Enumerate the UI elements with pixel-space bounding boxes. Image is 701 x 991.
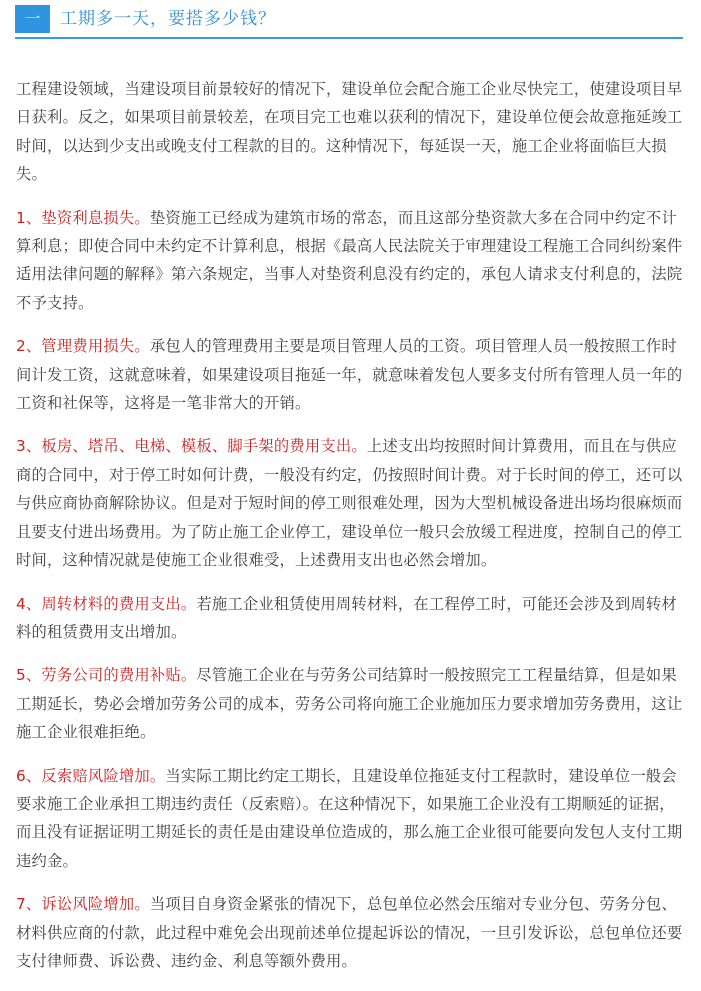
item-paragraph-2 <box>16 332 684 417</box>
item-paragraph-4 <box>16 590 684 647</box>
section-number-badge: 一 <box>15 5 50 33</box>
item-heading: 6、反索赔风险增加。 <box>16 766 166 785</box>
item-paragraph-5 <box>16 661 684 746</box>
item-heading: 4、周转材料的费用支出。 <box>16 594 197 613</box>
item-heading: 2、管理费用损失。 <box>16 337 150 356</box>
item-heading: 1、垫资利息损失。 <box>16 208 150 227</box>
item-paragraph-6 <box>16 762 684 876</box>
item-text: 当实际工期比约定工期长，且建设单位拖延支付工程款时，建设单位一般会要求施工企业承担工期违约责任（反索赔）。在这种情况下，如果施工企业没有工期顺延的证据，而且没有证据证明工期延长的责任是由建设单位造成的，那么施工企业很可能要向发包人支付工期违约金。 <box>16 766 683 870</box>
item-heading: 5、劳务公司的费用补贴。 <box>16 666 197 685</box>
item-text: 若施工企业租赁使用周转材料，在工程停工时，可能还会涉及到周转材料的租赁费用支出增加。 <box>16 594 677 641</box>
item-paragraph-7 <box>16 890 684 975</box>
item-text: 垫资施工已经成为建筑市场的常态，而且这部分垫资款大多在合同中约定不计算利息；即使合同中未约定不计算利息，根据《最高人民法院关于审理建设工程施工合同纠纷案件适用法律问题的解释》第六条规定，当事人对垫资利息没有约定的，承包人请求支付利息的，法院不予支持。 <box>16 208 683 312</box>
item-heading: 3、板房、塔吊、电梯、模板、脚手架的费用支出。 <box>16 437 367 456</box>
item-text: 当项目自身资金紧张的情况下，总包单位必然会压缩对专业分包、劳务分包、材料供应商的付款，此过程中难免会出现前述单位提起诉讼的情况，一旦引发诉讼，总包单位还要支付律师费、诉讼费、违约金、利息等额外费用。 <box>16 895 683 970</box>
intro-paragraph: 工程建设领域，当建设项目前景较好的情况下，建设单位会配合施工企业尽快完工，使建设项目早日获利。反之，如果项目前景较差，在项目完工也难以获利的情况下，建设单位便会故意拖延竣工时间，以达到少支出或晚支付工程款的目的。这种情况下，每延误一天，施工企业将面临巨大损失。 <box>16 80 683 184</box>
item-text: 尽管施工企业在与劳务公司结算时一般按照完工工程量结算，但是如果工期延长，势必会增加劳务公司的成本，劳务公司将向施工企业施加压力要求增加劳务费用，这让施工企业很难拒绝。 <box>16 666 683 742</box>
article-body <box>16 75 684 975</box>
section-header <box>15 5 683 39</box>
item-paragraph-1 <box>16 204 684 318</box>
section-title: 工期多一天，要搭多少钱？ <box>60 9 276 29</box>
item-paragraph-3 <box>16 432 684 574</box>
item-text: 承包人的管理费用主要是项目管理人员的工资。项目管理人员一般按照工作时间计发工资，这就意味着，如果建设项目拖延一年，就意味着发包人要多支付所有管理人员一年的工资和社保等，这将是一笔非常大的开销。 <box>16 337 683 413</box>
item-heading: 7、诉讼风险增加。 <box>16 895 150 914</box>
item-text: 上述支出均按照时间计算费用，而且在与供应商的合同中，对于停工时如何计费，一般没有约定，仍按照时间计费。对于长时间的停工，还可以与供应商协商解除协议。但是对于短时间的停工则很难处理，因为大型机械设备进出场均很麻烦而且要支付进出场费用。为了防止施工企业停工，建设单位一般只会放缓工程进度，控制自己的停工时间，这种情况就是使施工企业很难受，上述费用支出也必然会增加。 <box>16 437 683 570</box>
